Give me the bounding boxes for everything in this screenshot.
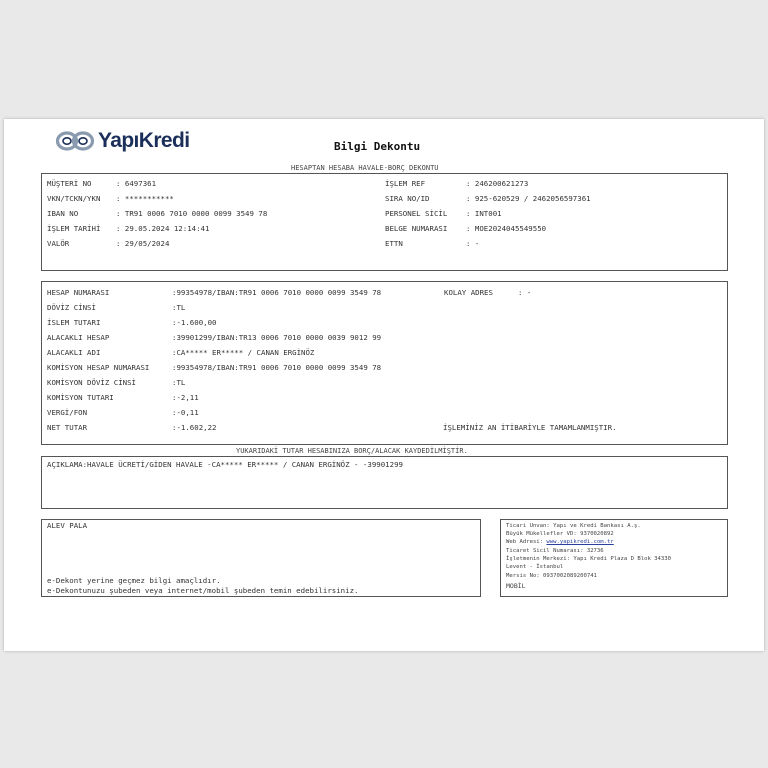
field-value: : 6497361	[116, 179, 157, 188]
yapikredi-logo	[56, 129, 189, 153]
field-label: ETTN	[385, 239, 403, 248]
detail-label: ALACAKLI HESAP	[47, 333, 110, 342]
receipt-page	[4, 119, 764, 651]
document-subtitle: HESAPTAN HESABA HAVALE-BORÇ DEKONTU	[291, 164, 439, 172]
channel-label: MOBİL	[506, 582, 526, 590]
field-label: PERSONEL SİCİL	[385, 209, 448, 218]
company-headquarters: İşletmenin Merkezi: Yapı Kredi Plaza D Blok 34330	[506, 556, 672, 562]
company-mersis: Mersis No: 0937002089200741	[506, 573, 597, 579]
detail-value: :99354978/IBAN:TR91 0006 7010 0000 0099 3549 78	[172, 288, 382, 297]
detail-value: :-0,11	[172, 408, 199, 417]
debit-note: YUKARIDAKİ TUTAR HESABINIZA BORÇ/ALACAK KAYDEDİLMİŞTİR.	[236, 447, 468, 455]
detail-label: ALACAKLI ADI	[47, 348, 101, 357]
detail-label: DÖVİZ CİNSİ	[47, 303, 96, 312]
detail-value: :-1.600,00	[172, 318, 217, 327]
field-label: BELGE NUMARASI	[385, 224, 448, 233]
detail-value: :39901299/IBAN:TR13 0006 7010 0000 0039 9012 99	[172, 333, 382, 342]
detail-label: KOMİSYON TUTARI	[47, 393, 114, 402]
detail-label: VERGİ/FON	[47, 408, 88, 417]
detail-label: NET TUTAR	[47, 423, 88, 432]
detail-value: :-2,11	[172, 393, 199, 402]
field-value: : MOE2024045549550	[466, 224, 547, 233]
field-label: MÜŞTERİ NO	[47, 179, 92, 188]
company-city: Levent - İstanbul	[506, 564, 564, 570]
field-value: : 29.05.2024 12:14:41	[116, 224, 210, 233]
field-label: SIRA NO/ID	[385, 194, 430, 203]
field-label: VALÖR	[47, 239, 70, 248]
logo-wordmark: YapıKredi	[98, 129, 190, 152]
company-web-label: Web Adresi:	[506, 539, 544, 545]
detail-value: :99354978/IBAN:TR91 0006 7010 0000 0099 3549 78	[172, 363, 382, 372]
field-value: : 925-620529 / 2462056597361	[466, 194, 591, 203]
field-value: : 246200621273	[466, 179, 529, 188]
field-label: VKN/TCKN/YKN	[47, 194, 101, 203]
detail-label: KOMİSYON DÖVİZ CİNSİ	[47, 378, 136, 387]
kolay-adres-label: KOLAY ADRES	[444, 288, 493, 297]
detail-value: :-1.602,22	[172, 423, 217, 432]
detail-label: KOMİSYON HESAP NUMARASI	[47, 363, 150, 372]
field-label: İŞLEM REF	[385, 179, 426, 188]
description-text: AÇIKLAMA:HAVALE ÜCRETİ/GİDEN HAVALE -CA***** ER***** / CANAN ERGİNÖZ - -39901299	[47, 460, 403, 469]
footer-note-1: e-Dekont yerine geçmez bilgi amaçlıdır.	[47, 576, 221, 585]
document-title: Bilgi Dekontu	[334, 140, 421, 153]
company-trade-registry: Ticaret Sicil Numarası: 32736	[506, 548, 604, 554]
detail-value: :TL	[172, 378, 186, 387]
field-value: : INT001	[466, 209, 502, 218]
company-title: Ticari Unvan: Yapı ve Kredi Bankası A.ş.	[506, 523, 641, 529]
field-value: : TR91 0006 7010 0000 0099 3549 78	[116, 209, 268, 218]
company-tax-office: Büyük Mükellefler VD: 9370020892	[506, 531, 614, 537]
field-label: İŞLEM TARİHİ	[47, 224, 101, 233]
company-web-link[interactable]: www.yapikredi.com.tr	[546, 539, 614, 545]
completion-note: İŞLEMİNİZ AN İTİBARİYLE TAMAMLANMIŞTIR.	[443, 423, 617, 432]
detail-label: HESAP NUMARASI	[47, 288, 110, 297]
field-value: : -	[466, 239, 480, 248]
company-web	[506, 539, 614, 546]
field-label: IBAN NO	[47, 209, 79, 218]
detail-label: İSLEM TUTARI	[47, 318, 101, 327]
field-value: : ***********	[116, 194, 174, 203]
footer-note-2: e-Dekontunuzu şubeden veya internet/mobil şubeden temin edebilirsiniz.	[47, 586, 359, 595]
yapikredi-logo-icon	[56, 130, 96, 152]
detail-value: :CA***** ER***** / CANAN ERGİNÖZ	[172, 348, 315, 357]
kolay-adres-value: : -	[518, 288, 532, 297]
detail-value: :TL	[172, 303, 186, 312]
customer-name: ALEV PALA	[47, 521, 88, 530]
field-value: : 29/05/2024	[116, 239, 170, 248]
